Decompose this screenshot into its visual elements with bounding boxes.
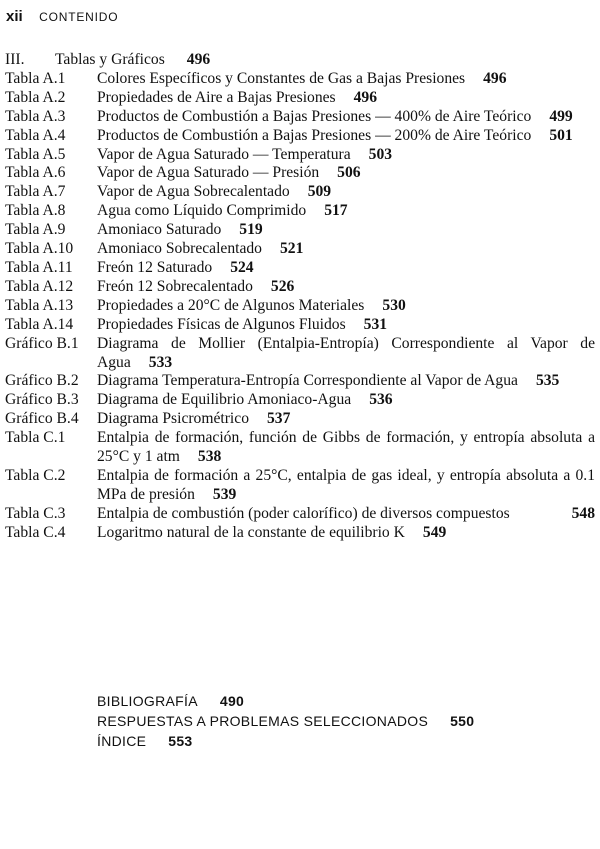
entry-text [97,146,595,165]
page-number: xii [6,8,23,25]
back-matter-title: ÍNDICE [97,733,147,749]
toc-entry [5,202,595,221]
entry-text [97,316,595,335]
entry-text [97,278,595,297]
entry-title: Propiedades a 20°C de Algunos Materiales [97,296,365,314]
entry-text [97,183,595,202]
entry-text [97,259,595,278]
section-title-wrap [55,51,595,70]
entry-text [97,164,595,183]
entry-label: Tabla A.2 [5,88,66,106]
back-matter-title: RESPUESTAS A PROBLEMAS SELECCIONADOS [97,713,429,729]
entry-title: Diagrama Temperatura-Entropía Correspondiente al Vapor de Agua [97,372,518,390]
entry-page: 531 [363,315,388,333]
entry-title: Diagrama de Mollier (Entalpia-Entropía) Correspondiente al Vapor de Agua [97,334,595,371]
entry-title: Logaritmo natural de la constante de equilibrio K [97,523,405,541]
back-matter-page: 490 [219,693,245,709]
entry-page: 549 [422,523,447,541]
entry-page: 537 [267,410,291,428]
toc-entry [5,259,595,278]
running-head-title: CONTENIDO [39,10,119,24]
back-matter-item [97,691,474,711]
entry-text [97,240,595,259]
entry-label: Tabla A.1 [5,69,66,87]
entry-text [97,127,595,146]
back-matter-item [97,731,474,751]
entry-page: 509 [307,183,332,201]
toc-entry [5,164,595,183]
entry-label: Gráfico B.1 [5,334,79,352]
entry-page: 524 [230,258,254,276]
toc-entry [5,372,595,391]
entry-title: Diagrama Psicrométrico [97,410,249,428]
entry-text [97,70,595,89]
entry-page: 521 [279,240,304,258]
entry-page: 530 [382,296,406,314]
entry-page: 533 [148,353,173,371]
entry-title: Propiedades Físicas de Algunos Fluidos [97,315,346,333]
section-label: III. [5,51,25,68]
entry-text [97,391,595,410]
entry-text [97,372,595,391]
section-title: Tablas y Gráficos [55,51,165,68]
entry-title: Propiedades de Aire a Bajas Presiones [97,88,336,106]
back-matter-item [97,711,474,731]
entry-label: Tabla A.14 [5,315,74,333]
toc-entry [5,297,595,316]
entry-title: Vapor de Agua Saturado — Presión [97,164,320,182]
toc-entry [5,221,595,240]
entry-page: 517 [324,202,348,220]
entry-text [97,410,595,429]
entry-label: Tabla A.7 [5,183,66,201]
entry-label: Tabla A.3 [5,107,66,125]
toc-entry [5,278,595,297]
entry-label: Tabla C.1 [5,429,66,447]
toc-entry [5,467,595,505]
entry-label: Tabla A.9 [5,221,66,239]
entry-text [97,297,595,316]
entry-label: Gráfico B.3 [5,391,79,409]
entry-page: 536 [369,391,393,409]
entry-text [97,335,595,373]
entry-label: Tabla A.4 [5,126,66,144]
toc-entry [5,335,595,373]
entry-title: Freón 12 Saturado [97,258,213,276]
toc-entry [5,146,595,165]
back-matter-list [97,691,474,751]
toc-entry [5,240,595,259]
entry-page: 496 [353,88,378,106]
entry-label: Tabla A.13 [5,296,74,314]
toc-entry [5,89,595,108]
entry-label: Tabla A.8 [5,202,66,220]
toc-entry [5,316,595,335]
entry-title: Amoniaco Saturado [97,221,222,239]
entry-title: Freón 12 Sobrecalentado [97,277,253,295]
entry-label: Gráfico B.2 [5,372,79,390]
entry-title: Vapor de Agua Sobrecalentado [97,183,290,201]
toc-entry [5,70,595,89]
toc-entry [5,183,595,202]
entry-label: Gráfico B.4 [5,410,79,428]
table-of-contents [5,51,595,543]
entry-title: Colores Específicos y Constantes de Gas a Bajas Presiones [97,69,466,87]
back-matter-title: BIBLIOGRAFÍA [97,693,198,709]
entry-label: Tabla C.2 [5,466,66,484]
entry-label: Tabla C.4 [5,523,66,541]
entry-label: Tabla A.10 [5,240,74,258]
entry-title: Entalpia de formación a 25°C, entalpia de gas ideal, y entropía absoluta a 0.1 MPa de presión [97,466,595,503]
entry-page: 548 [571,504,595,522]
entry-text [97,429,595,467]
page-header [6,8,118,28]
entry-label: Tabla A.6 [5,164,66,182]
toc-entry [5,505,595,524]
entry-page: 496 [483,69,507,87]
entry-title: Productos de Combustión a Bajas Presiones — 200% de Aire Teórico [97,126,532,144]
entry-page: 526 [270,277,295,295]
entry-page: 499 [549,107,573,125]
entry-page: 501 [549,126,573,144]
entry-text [97,467,595,505]
entry-page: 535 [535,372,560,390]
entry-label: Tabla A.12 [5,277,74,295]
entry-text [97,108,595,127]
entry-label: Tabla A.5 [5,145,66,163]
entry-text [97,524,595,543]
toc-section-heading [5,51,595,70]
entry-text [97,505,595,524]
entry-page: 538 [197,448,222,466]
entry-page: 506 [337,164,361,182]
entry-title: Productos de Combustión a Bajas Presiones — 400% de Aire Teórico [97,107,532,125]
back-matter-page: 550 [450,713,475,729]
entry-page: 539 [212,485,237,503]
back-matter-page: 553 [168,733,193,749]
entry-title: Entalpia de combustión (poder calorífico) de diversos compuestos [97,504,510,522]
entry-title: Amoniaco Sobrecalentado [97,240,262,258]
entry-label: Tabla A.11 [5,258,73,276]
entry-text [97,202,595,221]
entry-title: Entalpia de formación, función de Gibbs de formación, y entropía absoluta a 25°C y 1 atm [97,429,595,466]
entry-page: 503 [368,145,393,163]
entry-title: Agua como Líquido Comprimido [97,202,307,220]
toc-entry [5,524,595,543]
entry-text [97,89,595,108]
toc-entry [5,429,595,467]
section-page: 496 [186,51,211,68]
entry-title: Vapor de Agua Saturado — Temperatura [97,145,351,163]
toc-entry [5,108,595,127]
entry-page: 519 [239,221,263,239]
toc-entry [5,410,595,429]
toc-entry [5,127,595,146]
toc-entry [5,391,595,410]
entry-text [97,221,595,240]
entry-label: Tabla C.3 [5,504,66,522]
entry-title: Diagrama de Equilibrio Amoniaco-Agua [97,391,352,409]
